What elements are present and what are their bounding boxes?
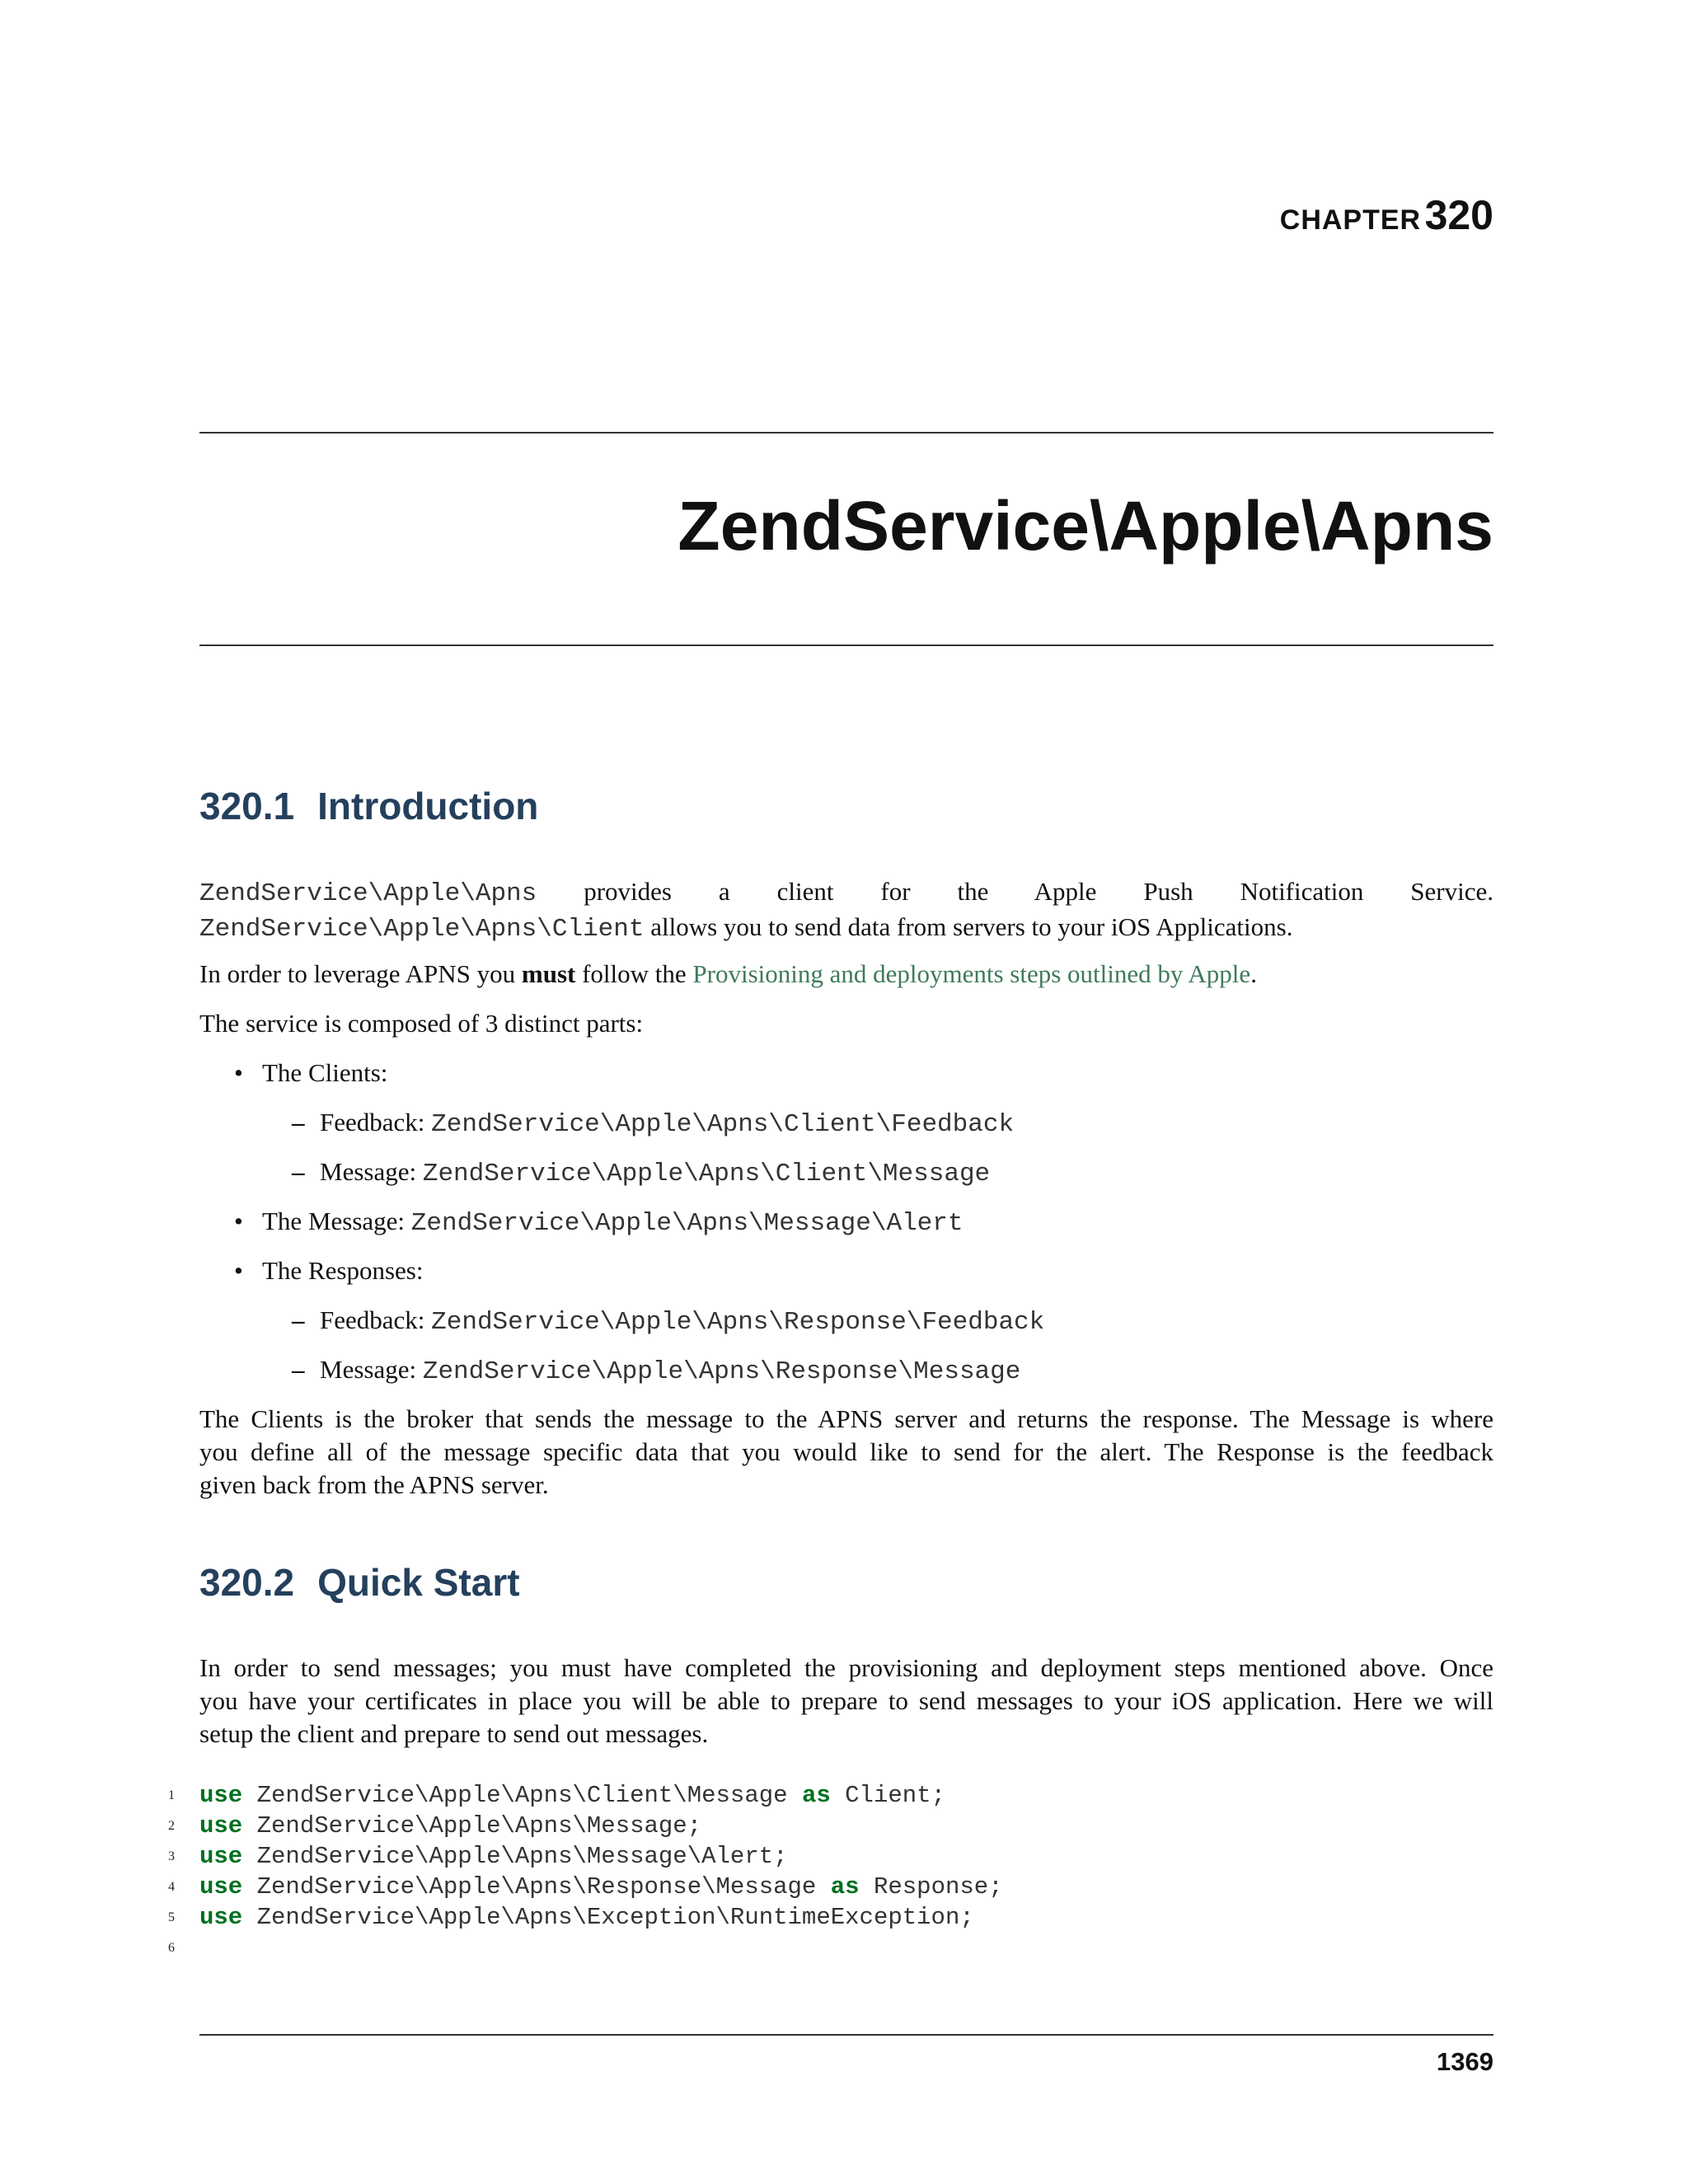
- bullet: •: [234, 1256, 243, 1285]
- intro-paragraph: [199, 875, 1493, 946]
- section-number: 320.1: [199, 785, 295, 827]
- code-text: ZendService\Apple\Apns\Exception\RuntimeException;: [256, 1904, 974, 1931]
- dash: –: [292, 1305, 305, 1334]
- inline-code: ZendService\Apple\Apns\Client\Message: [422, 1160, 991, 1188]
- dash: –: [292, 1355, 305, 1384]
- list-subitem-client-message: [292, 1155, 990, 1191]
- code-keyword: use: [199, 1782, 243, 1809]
- code-line: [168, 1902, 1493, 1933]
- intro-line-1: [199, 875, 1493, 911]
- chapter-title: ZendService\Apple\Apns: [678, 487, 1493, 565]
- line-number: 2: [168, 1819, 175, 1833]
- list-item-label: Message:: [320, 1355, 417, 1384]
- section-title: Quick Start: [317, 1561, 520, 1604]
- code-text: Client;: [845, 1782, 945, 1809]
- code-keyword: as: [830, 1873, 860, 1900]
- list-subitem-response-feedback: [292, 1304, 1044, 1339]
- code-text: ZendService\Apple\Apns\Client\Message: [256, 1782, 788, 1809]
- dash: –: [292, 1157, 305, 1186]
- document-page: [168, 0, 1494, 2184]
- chapter-word: CHAPTER: [1279, 204, 1422, 236]
- list-item-label: Feedback:: [320, 1305, 425, 1334]
- line-number: 3: [168, 1849, 175, 1863]
- chapter-number: 320: [1424, 192, 1493, 238]
- section-heading-quick-start: [199, 1559, 520, 1605]
- parts-paragraph: [199, 1007, 1493, 1040]
- section-title: Introduction: [317, 785, 539, 827]
- page-number: 1369: [1437, 2047, 1493, 2076]
- inline-code: ZendService\Apple\Apns: [199, 879, 537, 908]
- inline-code: ZendService\Apple\Apns\Response\Message: [422, 1357, 1021, 1386]
- inline-code: ZendService\Apple\Apns\Client\Feedback: [431, 1110, 1015, 1139]
- code-text: Response;: [873, 1873, 1003, 1900]
- list-subitem-client-feedback: [292, 1106, 1014, 1141]
- parts-text: The service is composed of 3 distinct parts:: [199, 1009, 644, 1038]
- bullet: •: [234, 1058, 243, 1087]
- code-line: [168, 1811, 1493, 1841]
- summary-line-1: The Clients is the broker that sends the message to the APNS server and returns the response. The Message is where: [199, 1404, 1493, 1433]
- list-item-label: The Message:: [262, 1207, 406, 1235]
- list-subitem-response-message: [292, 1353, 1020, 1389]
- code-keyword: use: [199, 1904, 243, 1931]
- quick-start-line-2: you have your certificates in place you will be able to prepare to send messages to your iOS application. Here we will: [199, 1686, 1493, 1715]
- inline-code: ZendService\Apple\Apns\Client: [199, 915, 645, 944]
- emphasis-must: must: [521, 959, 576, 988]
- inline-code: ZendService\Apple\Apns\Response\Feedback: [431, 1308, 1045, 1337]
- text: follow the: [582, 959, 687, 988]
- section-number: 320.2: [199, 1561, 295, 1604]
- list-item-label: Message:: [320, 1157, 417, 1186]
- line-number: 5: [168, 1910, 175, 1924]
- code-keyword: as: [801, 1782, 831, 1809]
- chapter-label: [1280, 191, 1493, 239]
- code-text: ZendService\Apple\Apns\Message;: [256, 1812, 702, 1840]
- code-line: [168, 1780, 1493, 1811]
- code-line: [168, 1933, 1493, 1963]
- chapter-top-rule: [199, 432, 1493, 434]
- intro-text: allows you to send data from servers to your iOS Applications.: [650, 912, 1293, 941]
- summary-line-2: you define all of the message specific data that you would like to send for the alert. The Response is the feedback: [199, 1437, 1493, 1466]
- list-item-label: The Responses:: [262, 1256, 424, 1285]
- summary-paragraph: [199, 1403, 1493, 1502]
- code-line: [168, 1841, 1493, 1872]
- text: In order to leverage APNS you: [199, 959, 516, 988]
- dash: –: [292, 1108, 305, 1137]
- list-item-label: Feedback:: [320, 1108, 425, 1137]
- line-number: 4: [168, 1880, 175, 1894]
- code-keyword: use: [199, 1843, 243, 1870]
- line-number: 1: [168, 1788, 175, 1802]
- text: .: [1250, 959, 1257, 988]
- section-heading-introduction: [199, 783, 538, 829]
- provisioning-link[interactable]: Provisioning and deployments steps outlined by Apple: [692, 959, 1251, 988]
- list-item-message: [234, 1205, 964, 1240]
- code-text: ZendService\Apple\Apns\Response\Message: [256, 1873, 817, 1900]
- quick-start-line-1: In order to send messages; you must have completed the provisioning and deployment steps mentioned above. Once: [199, 1653, 1493, 1682]
- quick-start-line-3: setup the client and prepare to send out messages.: [199, 1719, 709, 1748]
- code-line: [168, 1872, 1493, 1902]
- list-item-responses: [234, 1254, 423, 1287]
- code-text: ZendService\Apple\Apns\Message\Alert;: [256, 1843, 788, 1870]
- inline-code: ZendService\Apple\Apns\Message\Alert: [410, 1209, 964, 1238]
- code-keyword: use: [199, 1812, 243, 1840]
- list-item-clients: [234, 1057, 387, 1090]
- list-item-label: The Clients:: [262, 1058, 388, 1087]
- footer-rule: [199, 2034, 1493, 2036]
- intro-line-2: [199, 911, 1493, 946]
- chapter-bottom-rule: [199, 644, 1493, 646]
- code-listing: [168, 1780, 1493, 1963]
- line-number: 6: [168, 1941, 175, 1955]
- quick-start-paragraph: [199, 1652, 1493, 1750]
- provisioning-paragraph: [199, 958, 1493, 991]
- summary-line-3: given back from the APNS server.: [199, 1470, 549, 1499]
- bullet: •: [234, 1207, 243, 1235]
- code-keyword: use: [199, 1873, 243, 1900]
- intro-text: provides a client for the Apple Push Notification Service.: [584, 877, 1494, 906]
